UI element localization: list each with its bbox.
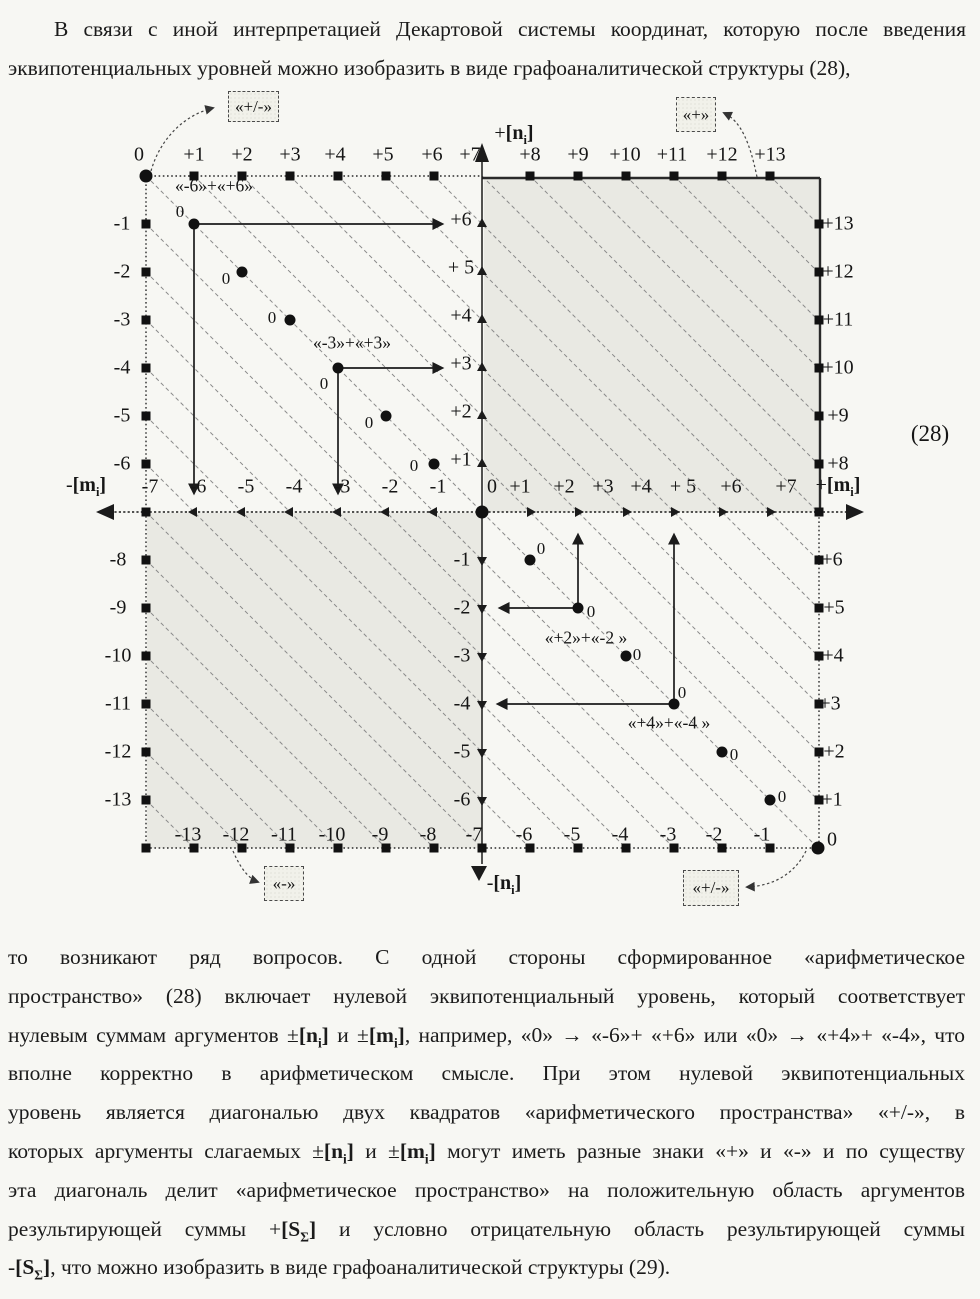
axis-tick-label: -1 bbox=[453, 548, 471, 571]
axis-tick-label: +3 bbox=[592, 475, 614, 498]
axis-tick-label: +3 bbox=[279, 143, 301, 166]
axis-tick-label: -5 bbox=[563, 823, 581, 846]
zero-point-label: 0 bbox=[409, 456, 419, 475]
zero-point-label: 0 bbox=[267, 308, 277, 327]
axis-tick-label: -6 bbox=[453, 788, 471, 811]
label-box-plus bbox=[676, 97, 716, 132]
text-line: которых аргументы слагаемых $\pm[n_i]$ $и \pm[m_i]$ могут иметь разные знаки «+» и «-» и по существу bbox=[8, 1138, 965, 1167]
axis-tick-label: +6 bbox=[450, 208, 472, 231]
axis-tick-label: +12 bbox=[706, 143, 738, 166]
axis-tick-label: + 5 bbox=[669, 475, 697, 498]
zero-point-label: 0 bbox=[536, 539, 546, 558]
axis-tick-label: 0 bbox=[827, 828, 837, 851]
label-box-text: «+» bbox=[682, 104, 710, 124]
text-line: то возникают ряд вопросов. С одной стороны сформированное «арифметическое bbox=[8, 945, 965, 969]
axis-title-plus-mi: $+[m_i]$ bbox=[815, 474, 861, 499]
axis-tick-label: +10 bbox=[822, 356, 854, 379]
axis-tick-label: -9 bbox=[109, 596, 127, 619]
axis-tick-label: -8 bbox=[109, 548, 127, 571]
axis-tick-label: 0 bbox=[487, 475, 497, 498]
text-line: вполне корректно в арифметическом смысле. При этом нулевой эквипотенциальных bbox=[8, 1061, 965, 1086]
axis-tick-label: +6 bbox=[720, 475, 742, 498]
sum-annotation: «+4»+«-4 » bbox=[627, 712, 711, 733]
axis-tick-label: -10 bbox=[318, 823, 346, 846]
axis-tick-label: +9 bbox=[567, 143, 589, 166]
axis-tick-label: +10 bbox=[609, 143, 641, 166]
axis-tick-label: +5 bbox=[372, 143, 394, 166]
label-box-minus bbox=[264, 866, 304, 901]
label-box-text: «+/-» bbox=[235, 96, 272, 116]
zero-point-label: 0 bbox=[364, 413, 374, 432]
axis-tick-label: +7 bbox=[459, 143, 481, 166]
axis-tick-label: -3 bbox=[453, 644, 471, 667]
text-line: нулевым суммам аргументов $\pm[n_i]$ $и \pm[m_i]$, например, «0» → «-6»+ «+6» или «0» → «+4»+ «-4», что bbox=[8, 1022, 965, 1050]
axis-tick-label: -3 bbox=[659, 823, 677, 846]
text-line: эквипотенциальных уровней можно изобразить в виде графоаналитической структуры (28), bbox=[8, 55, 851, 80]
axis-tick-label: -2 bbox=[381, 475, 399, 498]
axis-tick-label: +2 bbox=[450, 400, 472, 423]
axis-tick-label: -2 bbox=[113, 260, 131, 283]
axis-tick-label: -6 bbox=[515, 823, 533, 846]
axis-tick-label: -4 bbox=[285, 475, 303, 498]
sum-annotation: «-3»+«+3» bbox=[312, 332, 392, 353]
axis-tick-label: -12 bbox=[104, 740, 132, 763]
text-line: пространство» (28) включает нулевой эквипотенциальный уровень, который соответствует bbox=[8, 983, 965, 1008]
axis-tick-label: +9 bbox=[827, 404, 849, 427]
axis-tick-label: 0 bbox=[134, 143, 144, 166]
text-line: эта диагональ делит «арифметическое пространство» на положительную область аргументов bbox=[8, 1177, 965, 1202]
axis-tick-label: -2 bbox=[453, 596, 471, 619]
axis-tick-label: +1 bbox=[183, 143, 205, 166]
axis-tick-label: +5 bbox=[823, 596, 845, 619]
zero-point-label: 0 bbox=[586, 602, 596, 621]
text-line: $-[S_\Sigma]$, что можно изобразить в виде графоаналитической структуры (29). bbox=[8, 1255, 671, 1283]
label-box-plus-minus-top bbox=[228, 91, 279, 122]
zero-point-label: 0 bbox=[777, 787, 787, 806]
axis-tick-label: +1 bbox=[821, 788, 843, 811]
axis-tick-label: -5 bbox=[237, 475, 255, 498]
axis-tick-label: -9 bbox=[371, 823, 389, 846]
equation-number: (28) bbox=[910, 421, 950, 446]
paragraph-bottom bbox=[8, 938, 965, 1287]
axis-tick-label: +4 bbox=[822, 644, 844, 667]
sum-annotation: «+2»+«-2 » bbox=[544, 627, 628, 648]
axis-tick-label: +11 bbox=[656, 143, 688, 166]
axis-tick-label: -6 bbox=[189, 475, 207, 498]
figure-28-arithmetic-space bbox=[0, 85, 980, 943]
axis-tick-label: +8 bbox=[827, 452, 849, 475]
axis-tick-label: -1 bbox=[753, 823, 771, 846]
axis-tick-label: +3 bbox=[450, 352, 472, 375]
axis-tick-label: +1 bbox=[509, 475, 531, 498]
axis-tick-label: -6 bbox=[113, 452, 131, 475]
label-box-text: «+/-» bbox=[692, 878, 730, 897]
paragraph-top bbox=[8, 10, 966, 88]
zero-point-label: 0 bbox=[677, 683, 687, 702]
axis-tick-label: +12 bbox=[822, 260, 854, 283]
label-box-plus-minus-bottom bbox=[683, 870, 739, 906]
axis-tick-label: +6 bbox=[421, 143, 443, 166]
axis-tick-label: +13 bbox=[822, 212, 854, 235]
axis-tick-label: -3 bbox=[333, 475, 351, 498]
zero-point-label: 0 bbox=[729, 745, 739, 764]
axis-tick-label: -7 bbox=[141, 475, 159, 498]
axis-tick-label: -4 bbox=[113, 356, 131, 379]
axis-tick-label: +4 bbox=[630, 475, 652, 498]
axis-tick-label: -2 bbox=[705, 823, 723, 846]
axis-tick-label: +2 bbox=[231, 143, 253, 166]
axis-tick-label: -10 bbox=[104, 644, 132, 667]
text-line: уровень является диагональю двух квадратов «арифметического пространства» «+/-», в bbox=[8, 1100, 965, 1125]
axis-title-minus-ni: $-[n_i]$ bbox=[486, 872, 522, 897]
axis-tick-label: + 5 bbox=[447, 256, 475, 279]
zero-point-label: 0 bbox=[221, 269, 231, 288]
axis-tick-label: +13 bbox=[754, 143, 786, 166]
text-line: В связи с иной интерпретацией Декартовой системы координат, которую после введения bbox=[54, 17, 966, 41]
axis-tick-label: -4 bbox=[611, 823, 629, 846]
axis-tick-label: -8 bbox=[419, 823, 437, 846]
label-box-text: «-» bbox=[272, 873, 296, 893]
axis-tick-label: -11 bbox=[105, 692, 131, 715]
axis-tick-label: +11 bbox=[822, 308, 854, 331]
axis-tick-label: -3 bbox=[113, 308, 131, 331]
axis-tick-label: +3 bbox=[819, 692, 841, 715]
axis-tick-label: -7 bbox=[465, 823, 483, 846]
axis-tick-label: +2 bbox=[553, 475, 575, 498]
axis-tick-label: +4 bbox=[324, 143, 346, 166]
axis-tick-label: -5 bbox=[453, 740, 471, 763]
zero-point-label: 0 bbox=[319, 374, 329, 393]
axis-tick-label: +2 bbox=[823, 740, 845, 763]
text-line: результирующей суммы $+[S_\Sigma]$ и условно отрицательную область результирующей суммы bbox=[8, 1216, 965, 1244]
axis-tick-label: -11 bbox=[271, 823, 297, 846]
axis-tick-label: +1 bbox=[450, 448, 472, 471]
axis-tick-label: +7 bbox=[775, 475, 797, 498]
axis-tick-label: +6 bbox=[821, 548, 843, 571]
axis-tick-label: -4 bbox=[453, 692, 471, 715]
axis-tick-label: -13 bbox=[104, 788, 132, 811]
axis-title-plus-ni: $+[n_i]$ bbox=[494, 122, 534, 147]
axis-title-minus-mi: $-[m_i]$ bbox=[65, 474, 107, 499]
axis-tick-label: -1 bbox=[113, 212, 131, 235]
axis-tick-label: -5 bbox=[113, 404, 131, 427]
axis-tick-label: -1 bbox=[429, 475, 447, 498]
zero-point-label: 0 bbox=[632, 645, 642, 664]
zero-point-label: 0 bbox=[175, 202, 185, 221]
axis-tick-label: -13 bbox=[174, 823, 202, 846]
sum-annotation: «-6»+«+6» bbox=[174, 175, 254, 196]
axis-tick-label: +8 bbox=[519, 143, 541, 166]
axis-tick-label: +4 bbox=[450, 304, 472, 327]
axis-tick-label: -12 bbox=[222, 823, 250, 846]
